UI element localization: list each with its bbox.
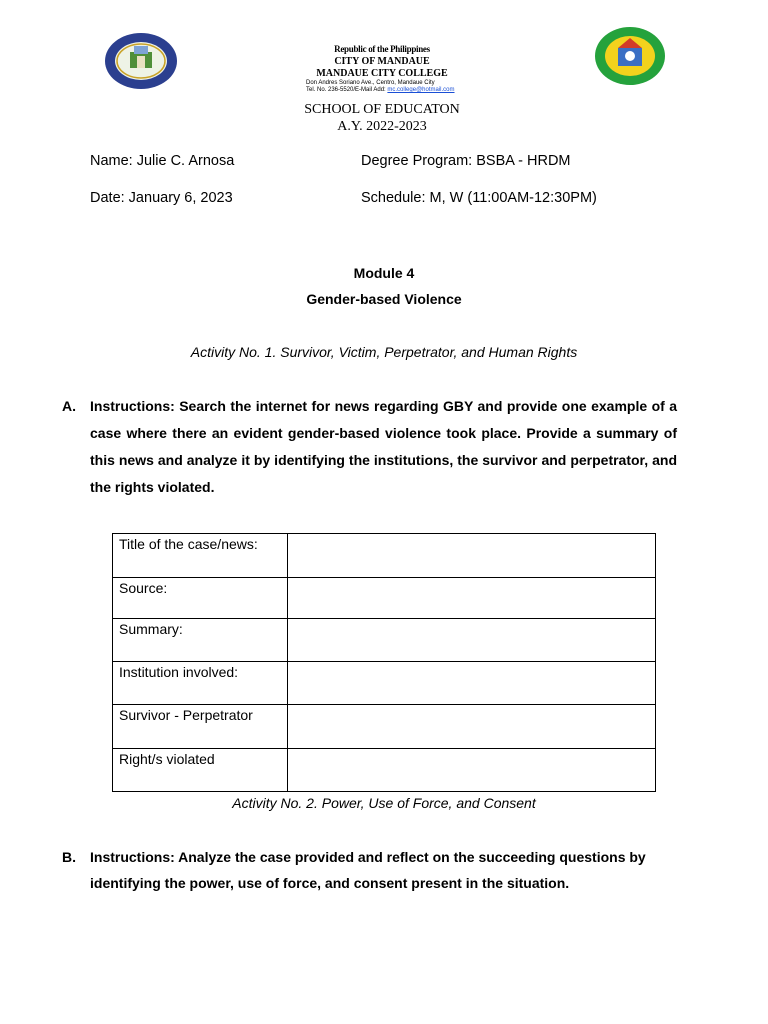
city-seal-logo (104, 32, 178, 90)
college-line: MANDAUE CITY COLLEGE (316, 68, 448, 79)
section-a-marker: A. (62, 398, 76, 414)
student-name: Name: Julie C. Arnosa (90, 153, 235, 169)
college-seal-graphic (594, 26, 666, 86)
republic-line: Republic of the Philippines (334, 44, 430, 54)
row-value-cell[interactable] (288, 705, 656, 749)
row-value-cell[interactable] (288, 749, 656, 792)
table-row (113, 662, 656, 705)
activity-2-instructions: Instructions: Analyze the case provided and reflect on the succeeding questions by identifying the power, use of force, and consent present in the situation. (90, 849, 646, 891)
contact-prefix: Tel. No. 236-5520/E-Mail Add: (306, 87, 388, 93)
activity-1-table (112, 533, 656, 792)
activity-1-title: Activity No. 1. Survivor, Victim, Perpetrator, and Human Rights (190, 344, 578, 360)
module-title: Gender-based Violence (306, 291, 462, 307)
academic-year: A.Y. 2022-2023 (337, 119, 427, 134)
row-label: Right/s violated (113, 749, 288, 792)
row-label: Source: (113, 578, 288, 619)
row-label: Title of the case/news: (113, 534, 288, 578)
degree-program: Degree Program: BSBA - HRDM (361, 153, 571, 169)
row-label: Institution involved: (113, 662, 288, 705)
school-name: SCHOOL OF EDUCATON (304, 102, 460, 117)
section-b-marker: B. (62, 849, 76, 865)
table-row (113, 705, 656, 749)
email-link[interactable]: mc.college@hotmail.com (387, 87, 455, 93)
row-value-cell[interactable] (288, 578, 656, 619)
activity-2-title: Activity No. 2. Power, Use of Force, and Consent (232, 795, 536, 811)
table-row (113, 534, 656, 578)
city-seal-graphic (104, 32, 178, 90)
table-row (113, 619, 656, 662)
row-value-cell[interactable] (288, 534, 656, 578)
row-label: Survivor - Perpetrator (113, 705, 288, 749)
row-label: Summary: (113, 619, 288, 662)
table-row (113, 749, 656, 792)
table-row (113, 578, 656, 619)
row-value-cell[interactable] (288, 662, 656, 705)
contact-line (306, 87, 455, 93)
date-field: Date: January 6, 2023 (90, 190, 233, 206)
schedule-field: Schedule: M, W (11:00AM-12:30PM) (361, 190, 597, 206)
address-line: Don Andres Soriano Ave., Centro, Mandaue City (306, 80, 435, 86)
module-number: Module 4 (353, 265, 415, 281)
activity-1-instructions: Instructions: Search the internet for news regarding GBY and provide one example of a case where there an evident gender-based violence took place. Provide a summary of this news and analyze it by identifying the institutions, the survivor and perpetrator, and the rights violated. (90, 398, 677, 495)
city-line: CITY OF MANDAUE (334, 56, 430, 67)
college-seal-logo (594, 26, 666, 86)
row-value-cell[interactable] (288, 619, 656, 662)
